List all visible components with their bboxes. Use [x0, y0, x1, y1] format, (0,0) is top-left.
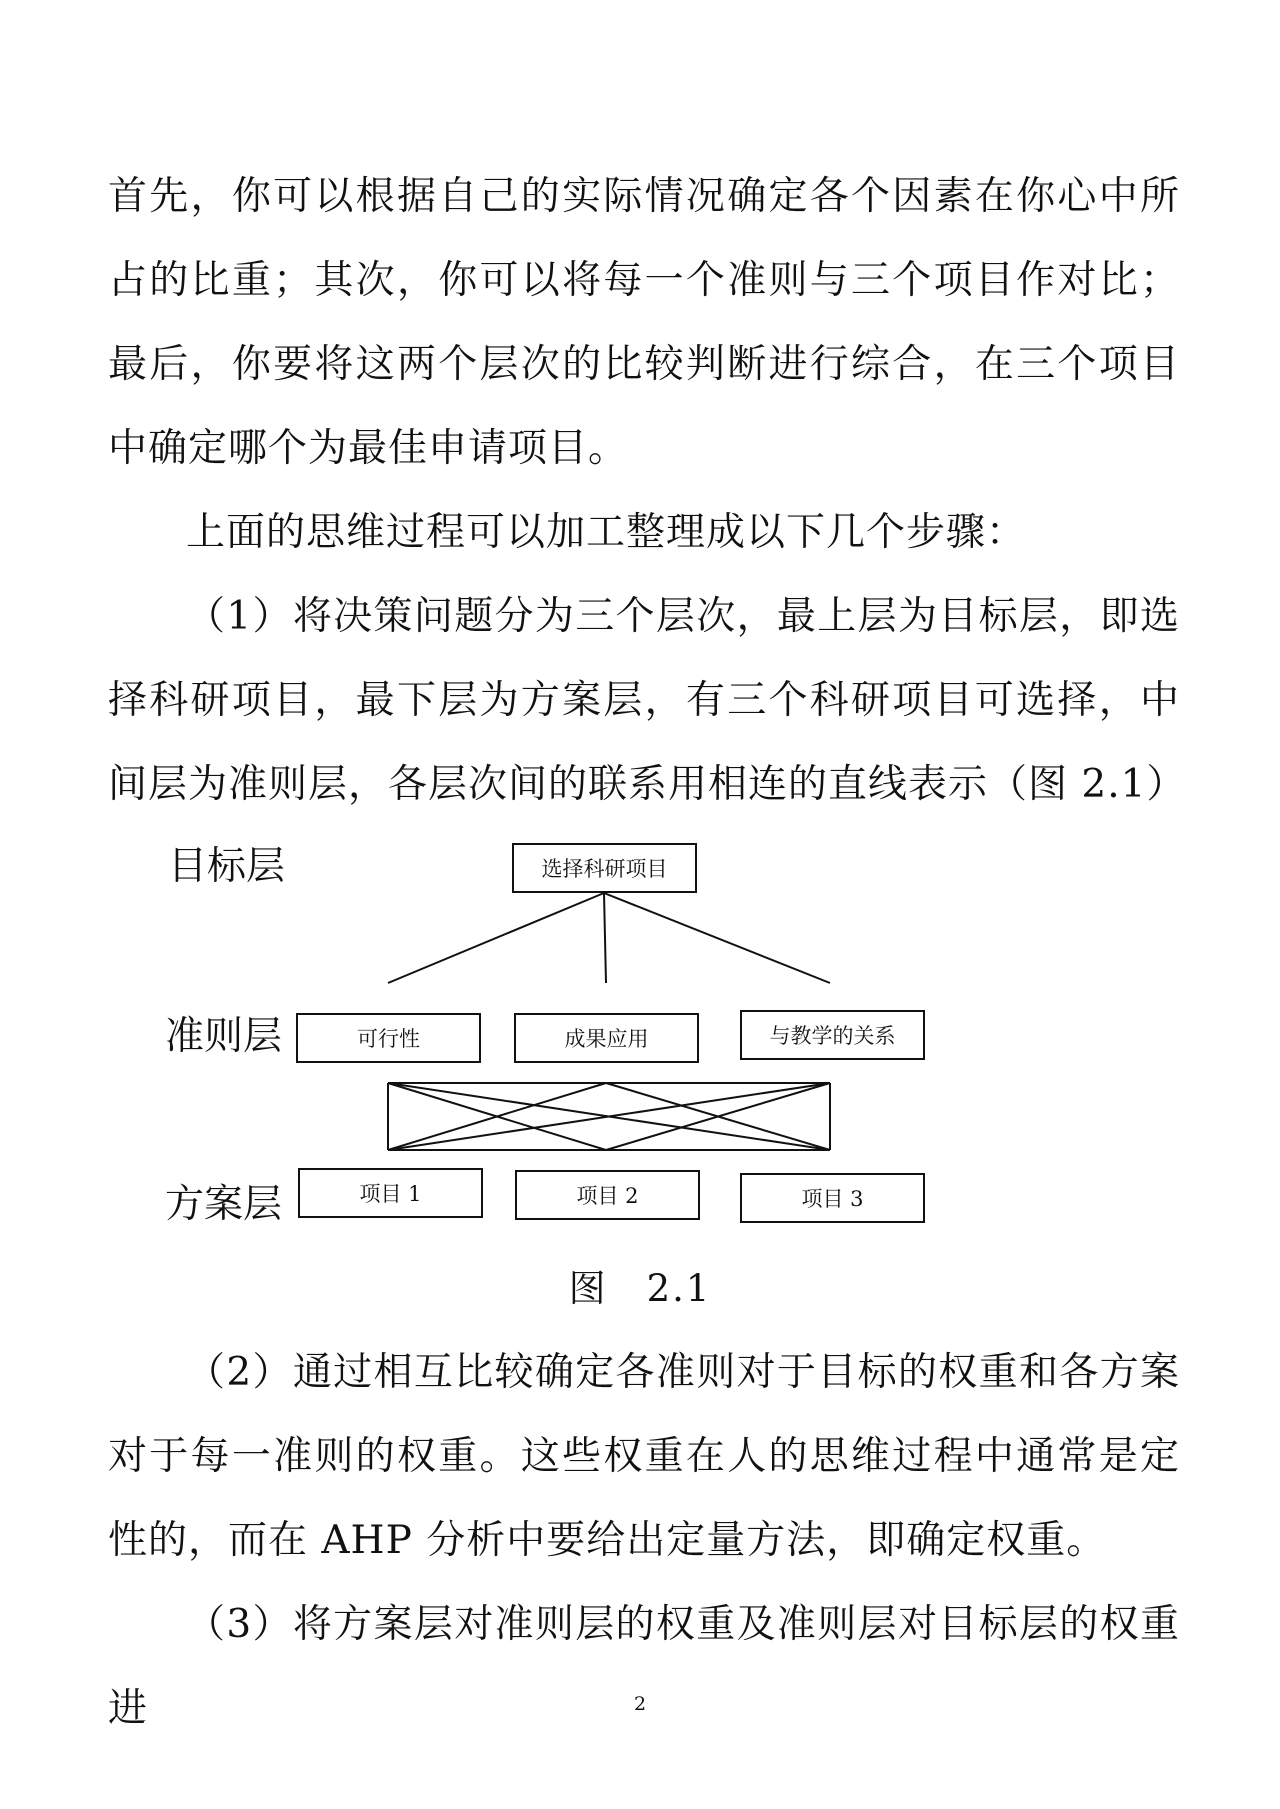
layer-label-alternatives: 方案层	[165, 1182, 283, 1227]
alternative-box-project-3: 项目 3	[740, 1173, 925, 1223]
paragraph-step3: （3）将方案层对准则层的权重及准则层对目标层的权重进	[108, 1602, 1180, 1731]
paragraph-step1: （1）将决策问题分为三个层次，最上层为目标层，即选择科研项目，最下层为方案层，有三个科研项目可选择，中间层为准则层，各层次间的联系用相连的直线表示（图 2.1）	[108, 594, 1187, 807]
layer-label-criteria: 准则层	[165, 1014, 283, 1059]
goal-box: 选择科研项目	[512, 843, 697, 893]
layer-label-goal: 目标层	[168, 844, 286, 889]
alternative-box-project-2: 项目 2	[515, 1170, 700, 1220]
criteria-box-teaching: 与教学的关系	[740, 1010, 925, 1060]
criteria-box-feasibility: 可行性	[296, 1013, 481, 1063]
paragraph-step2: （2）通过相互比较确定各准则对于目标的权重和各方案对于每一准则的权重。这些权重在人的思维过程中通常是定性的，而在 AHP 分析中要给出定量方法，即确定权重。	[108, 1350, 1180, 1563]
criteria-box-application: 成果应用	[514, 1013, 699, 1063]
alternative-box-project-1: 项目 1	[298, 1168, 483, 1218]
goal-link-line	[388, 893, 604, 983]
figure-caption: 图 2.1	[568, 1267, 712, 1310]
paragraph-intro: 首先，你可以根据自己的实际情况确定各个因素在你心中所占的比重；其次，你可以将每一个准则与三个项目作对比；最后，你要将这两个层次的比较判断进行综合，在三个项目中确定哪个为最佳申请项目。	[108, 174, 1180, 471]
goal-link-line	[604, 893, 606, 983]
paragraph-steps-lead: 上面的思维过程可以加工整理成以下几个步骤：	[186, 510, 1027, 555]
page-number: 2	[633, 1693, 647, 1715]
goal-link-line	[604, 893, 830, 983]
